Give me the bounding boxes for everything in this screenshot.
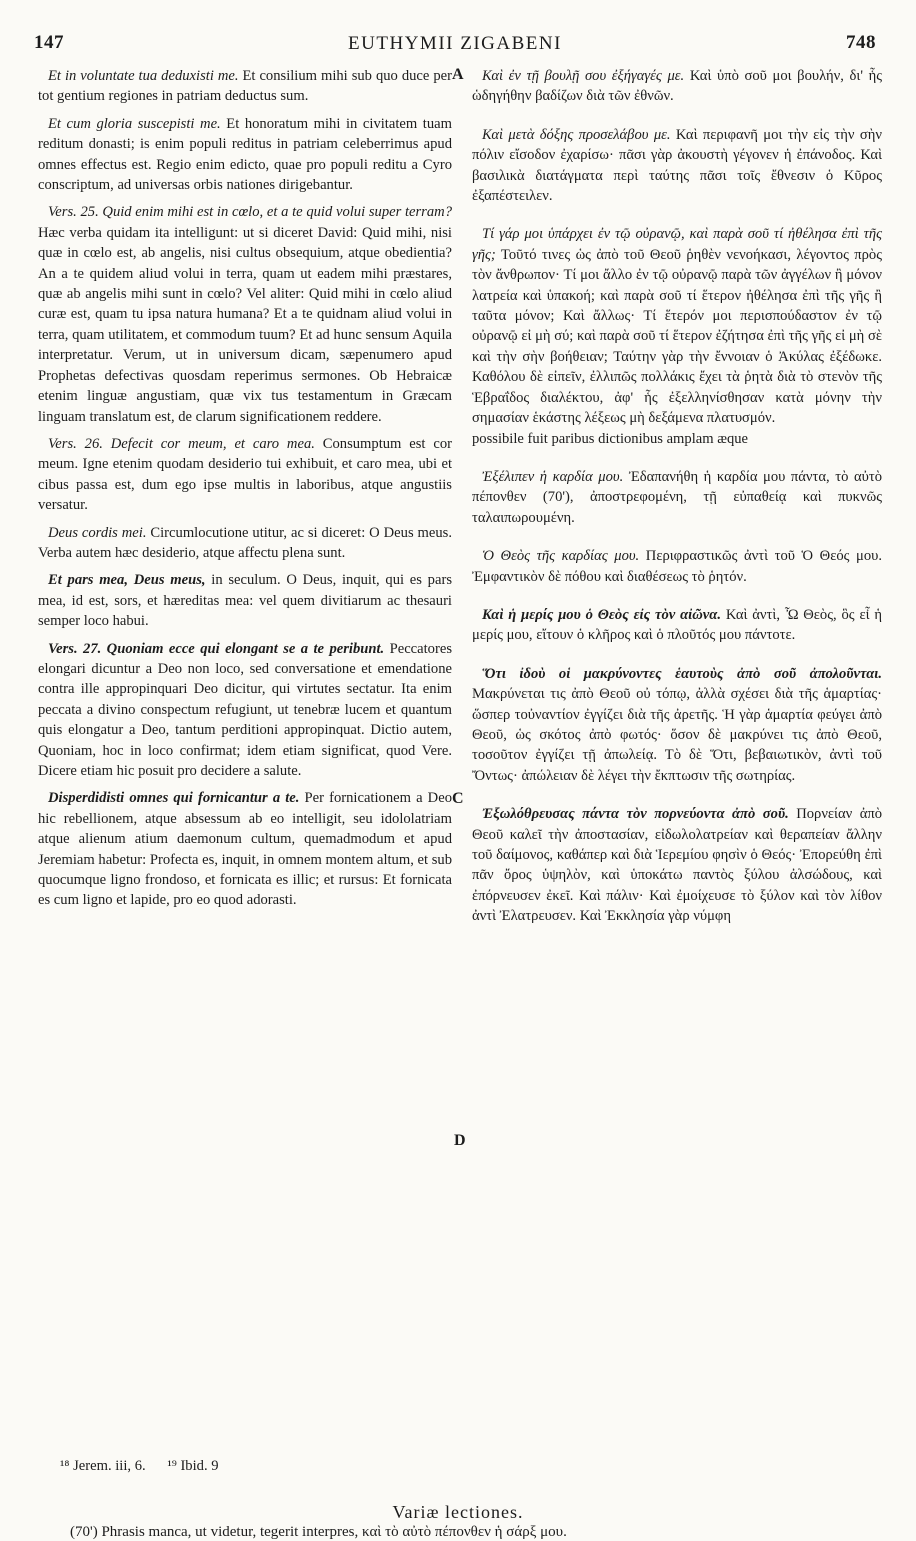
greek-paragraph xyxy=(472,804,882,926)
margin-letter-d: D xyxy=(454,1132,466,1149)
paragraph-text: Καὶ ὑπὸ σοῦ μοι βουλήν, δι' ἧς ὡδηγήθην βαδίζων διὰ τῶν ἐθνῶν. xyxy=(472,68,882,105)
verse-lemma: Ὁ Θεὸς τῆς καρδίας μου. xyxy=(482,548,640,565)
footnote-19: ¹⁹ Ibid. 9 xyxy=(167,1458,219,1474)
paragraph-text: Hæc verba quidam ita intelligunt: ut si diceret David: Quid mihi, nisi quæ in cœlo est, ab angelis, nisi cultus obsequium, atque obedientia? An a te quidem aliud volui in terra, quam ut eadem mihi præstares, quæ ab angelis mihi sunt in cœlo? Vel aliter: Quid mihi in cœlo aliud curæ est, quam tu ipsa natura humana? Et a te quidnam aliud volui in terra, quam utilitatem, et commodum tuum? Et ad hunc sensum Aquila interpretatur. Verum, ut in universum dicam, sæpenumero apud Prophetas defectivas quosdam reperimus sermones. Ob Hebraicæ etenim linguæ angustiam, quæ vix tus testamentum in Græcam linguam translatum est, de clarum significationem reddere. xyxy=(38,224,452,425)
greek-paragraph xyxy=(472,546,882,587)
margin-letter-c: C xyxy=(452,790,464,807)
footnote-18: ¹⁸ Jerem. iii, 6. xyxy=(60,1458,146,1474)
greek-paragraph xyxy=(472,605,882,646)
latin-paragraph xyxy=(38,523,452,564)
verse-lemma: Ἐξωλόθρευσας πάντα τὸν πορνεύοντα ἀπὸ σοῦ. xyxy=(482,806,789,823)
variae-lectiones-note: (70') Phrasis manca, ut videtur, tegerit interpres, καὶ τὸ αὐτὸ πέπονθεν ἡ σάρξ μου. xyxy=(70,1524,567,1540)
paragraph-text: Circumlocutione utitur, ac si diceret: O Deus meus. Verba autem hæc desiderio, atque affectu plena sunt. xyxy=(38,524,452,561)
verse-lemma: Vers. 26. Defecit cor meum, et caro mea. xyxy=(48,435,315,452)
paragraph-text: in seculum. O Deus, inquit, qui es pars mea, id est, sors, et hæreditas mea: vel quem divitiarum ac thesauri semper loco habui. xyxy=(38,572,453,630)
verse-lemma: Et cum gloria suscepisti me. xyxy=(48,115,221,132)
paragraph-text: Peccatores elongari dicuntur a Deo non loco, sed conversatione et emendatione contra ille appropinquari Deo dicitur, qui virtutes sectatur. Ita enim peccata a divino conspectum refugiunt, ut tenebræ lucem et quantum quis elongatur a Deo, tantum perditioni appropinquat. Dictio autem, Quoniam, hoc in loco confirmat; idem etiam significat, quod Vere. Dicere etiam hic posuit pro decidere a salute. xyxy=(38,640,452,779)
latin-paragraph xyxy=(38,202,452,426)
verse-lemma: Τί γάρ μοι ὑπάρχει ἐν τῷ οὐρανῷ, καὶ παρὰ σοῦ τί ἠθέλησα ἐπὶ τῆς γῆς; xyxy=(472,226,882,263)
greek-paragraph xyxy=(472,66,882,107)
verse-lemma: Ἐξέλιπεν ἡ καρδία μου. xyxy=(482,468,624,485)
latin-column xyxy=(38,66,452,911)
verse-lemma: Deus cordis mei. xyxy=(48,524,147,541)
greek-column xyxy=(472,66,882,927)
paragraph-text: Τοῦτό τινες ὡς ἀπὸ τοῦ Θεοῦ ῥηθὲν νενοήκασι, λέγοντος πρὸς τὸν ἄνθρωπον· Τί μοι ἄλλο ἐν τῷ οὐρανῷ παρὰ τῶν ἀγγέλων ἢ μόνον λατρεία καὶ ὑπακοή; καὶ παρὰ σοῦ τί ἕτερον ἠθέλησα ἐπὶ τῆς γῆς ἢ ταῦτα μόνον; Καὶ ἄλλως· Τί ἕτερόν μοι περισπούδαστον ἐν τῷ οὐρανῷ εἰ μὴ σύ; καὶ παρὰ σοῦ τί ἕτερον ἐζήτησα ἐπὶ τῆς γῆς εἰ μὴ σὲ καὶ τὴν σὴν βοήθειαν; Ταύτην γὰρ τὴν ἔννοιαν ὁ Ἀκύλας ἐξέδωκε. Καθόλου δὲ εἰπεῖν, ἐλλιπῶς πολλάκις ἔχει τὰ ῥητὰ διὰ τὸ στενὸν τῆς Ἑβραΐδος διαλέκτου, ἀφ' ἧς ἐξελληνίσθησαν κατὰ μόνην τὴν σημασίαν ἑκάστης λέξεως μὴ δεξάμενα πλατυσμόν. xyxy=(472,246,882,427)
latin-continuation xyxy=(472,429,882,449)
paragraph-text: Καὶ ἀντὶ, Ὦ Θεὸς, ὃς εἶ ἡ μερίς μου, εἴτουν ὁ κλῆρος καὶ ὁ πλοῦτός μου πάντοτε. xyxy=(472,606,882,644)
verse-lemma: Καὶ ἐν τῇ βουλῇ σου ἐξήγαγές με. xyxy=(482,68,685,84)
verse-lemma: Vers. 27. Quoniam ecce qui elongant se a te peribunt. xyxy=(48,640,385,657)
verse-lemma: Disperdidisti omnes qui fornicantur a te. xyxy=(48,790,300,807)
latin-paragraph xyxy=(38,434,452,516)
page-header xyxy=(34,32,876,56)
verse-lemma: Καὶ ἡ μερίς μου ὁ Θεὸς εἰς τὸν αἰῶνα. xyxy=(482,606,721,623)
verse-lemma: Vers. 25. Quid enim mihi est in cœlo, et a te quid volui super terram? xyxy=(48,204,452,221)
latin-paragraph xyxy=(38,788,452,910)
verse-lemma: Et in voluntate tua deduxisti me. xyxy=(48,68,239,84)
paragraph-text: Et consilium mihi sub quo duce per tot gentium regiones in patriam deductus sum. xyxy=(38,68,452,105)
latin-paragraph xyxy=(38,114,452,196)
verse-lemma: Et pars mea, Deus meus, xyxy=(48,572,206,589)
greek-paragraph xyxy=(472,467,882,528)
paragraph-text: Μακρύνεται τις ἀπὸ Θεοῦ οὐ τόπῳ, ἀλλὰ σχέσει διὰ τῆς ἁμαρτίας· ὥσπερ τοὐναντίον ἐγγίζει διὰ τῆς ἀρετῆς. Ἡ γὰρ ἁμαρτία φεύγει ἀπὸ Θεοῦ, ὡς σκότος ἀπὸ φωτός· ὅσον δὲ μακρύνει τις ἀπὸ Θεοῦ, τοσοῦτον ἐγγίζει τῇ ἀπωλείᾳ. Τὸ δὲ Ὅτι, βεβαιωτικὸν, ἀντὶ τοῦ Ὄντως· ἀπώλειαν δὲ λέγει τὴν ἔκπτωσιν τῆς σωτηρίας. xyxy=(472,686,882,784)
latin-paragraph xyxy=(38,639,452,782)
greek-paragraph xyxy=(472,125,882,207)
footnotes xyxy=(60,1458,237,1475)
paragraph-text: Ἐδαπανήθη ἡ καρδία μου πάντα, τὸ αὐτὸ πέπονθεν (70'), ἀποστρεφομένη, τῇ εὐπαθείᾳ καὶ πυκνῶς ταλαιπωρουμένη. xyxy=(472,468,882,526)
running-title: EUTHYMII ZIGABENI xyxy=(348,33,562,54)
paragraph-text: Et honoratum mihi in civitatem tuam reditum donasti; is enim populi reditus in patriam celeberrimus apud omnes effectus est. Regio enim edicto, quae pro populi reditu a Cyro conscriptum, ad universas orbis nationes dirigebantur. xyxy=(38,115,452,194)
page-number-right: 748 xyxy=(846,32,876,53)
verse-lemma: Καὶ μετὰ δόξης προσελάβου με. xyxy=(482,126,671,143)
verse-lemma: Ὅτι ἰδοὺ οἱ μακρύνοντες ἑαυτοὺς ἀπὸ σοῦ ἀπολοῦνται. xyxy=(482,665,882,682)
margin-letter-a: A xyxy=(452,66,464,83)
paragraph-text: Καὶ περιφανῆ μοι τὴν εἰς τὴν σὴν πόλιν εἴσοδον ἐχαρίσω· πᾶσι γὰρ ἀκουστὴ γέγονεν ἡ ἐπάνοδος. Καὶ βασιλικὰ διατάγματα περὶ ταύτης πᾶσι τοῖς ἔθνεσιν ὁ Κῦρος ἐξαπέστειλεν. xyxy=(472,126,882,205)
variae-lectiones-heading: Variæ lectiones. xyxy=(392,1502,524,1522)
paragraph-text: Περιφραστικῶς ἀντὶ τοῦ Ὁ Θεός μου. Ἐμφαντικὸν δὲ πόθου καὶ διαθέσεως τὸ ῥητόν. xyxy=(472,548,882,585)
greek-paragraph xyxy=(472,664,882,786)
paragraph-text: possibile fuit paribus dictionibus amplam æque xyxy=(472,430,749,447)
paragraph-text: Πορνείαν ἀπὸ Θεοῦ καλεῖ τὴν ἀποστασίαν, εἰδωλολατρείαν καὶ θεραπείαν ἄλλην τοῦ δαίμονος, καθάπερ καὶ διὰ Ἱερεμίου φησὶν ὁ Θεός· Ἐπορεύθη ἐπὶ πᾶν ὄρος ὑψηλὸν, καὶ ὑποκάτω παντὸς ξύλου ἀλσώδους, καὶ ἐπόρνευσεν ἐκεῖ. Καὶ πάλιν· Καὶ ἐμοίχευσε τὸ ξύλον καὶ τὸν λίθον ἀντὶ Ἐλατρευσεν. Καὶ Ἐκκλησία γὰρ νύμφη xyxy=(472,806,883,925)
paragraph-text: Consumptum est cor meum. Igne etenim quodam desiderio tui exhibuit, et caro mea, ubi et cibus passa est, dum ego ipse multis in laboribus, atque angustiis versatur. xyxy=(38,435,452,514)
greek-paragraph xyxy=(472,224,882,428)
paragraph-text: Per fornicationem a Deo hic rebellionem, atque absessum ab eo intelligit, seu idololatriam atque alienum atium daemonum cultum, quemadmodum et apud Jeremiam habetur: Profecta es, inquit, in omnem montem altum, et sub quocumque ligno frondoso, et fornicata es illic; et rursus: Et fornicata es cum ligno et lapide, pro eo quod adorasti. xyxy=(38,790,452,909)
latin-paragraph xyxy=(38,66,452,107)
page-number-left: 147 xyxy=(34,32,64,53)
latin-paragraph xyxy=(38,570,452,631)
